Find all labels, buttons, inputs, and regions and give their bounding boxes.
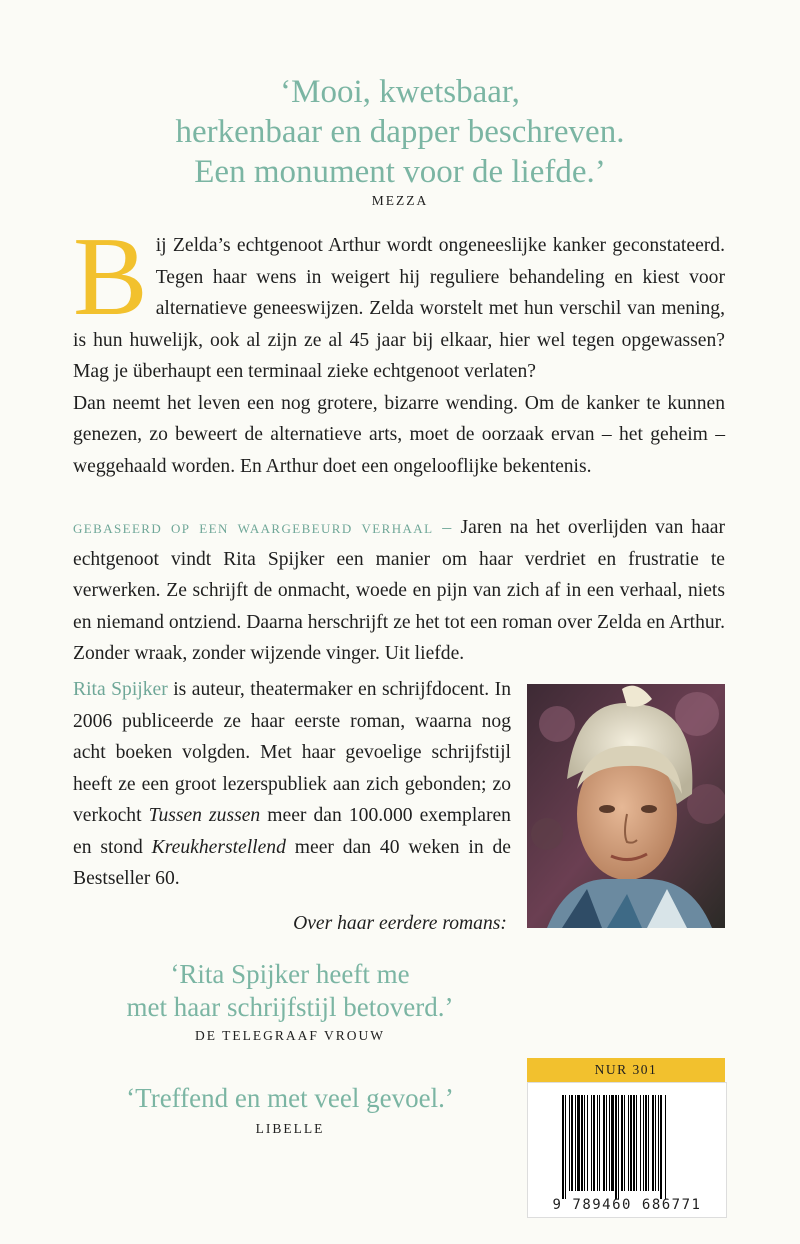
- barcode-bar: [577, 1095, 580, 1191]
- barcode-bar: [633, 1095, 635, 1191]
- quote-libelle-line: ‘Treffend en met veel gevoel.’: [126, 1083, 454, 1113]
- book-title-kreukherstellend: Kreukherstellend: [151, 836, 286, 858]
- barcode-bar: [606, 1095, 607, 1191]
- blurb-paragraph-1-text: ij Zelda’s echtgenoot Arthur wordt ongeneeslijke kanker geconstateerd. Tegen haar wens in weigert hij reguliere behandeling en kiest voor alternatieve geneeswijzen. Zelda worstelt met hun verschil van mening, is hun huwelijk, ook al zijn ze al 45 jaar bij elkaar, hier wel tegen opgewassen? Mag je überhaupt een terminaal zieke echtgenoot verlaten?: [73, 235, 725, 382]
- barcode-bar: [665, 1095, 666, 1199]
- barcode-bar: [615, 1095, 617, 1199]
- author-name: Rita Spijker: [73, 679, 168, 700]
- blurb: [73, 215, 725, 482]
- top-quote-line: herkenbaar en dapper beschreven.: [175, 114, 625, 150]
- top-quote-line: ‘Mooi, kwetsbaar,: [280, 74, 520, 110]
- quote-telegraaf-line: met haar schrijfstijl betoverd.’: [126, 992, 454, 1022]
- barcode-bar: [648, 1095, 649, 1191]
- barcode-bar: [624, 1095, 625, 1191]
- barcode-bar: [571, 1095, 573, 1191]
- true-story-text: Jaren na het overlijden van haar echtgenoot vindt Rita Spijker een manier om haar verdriet en frustratie te verwerken. Ze schrijft de onmacht, woede en pijn van zich af in een verhaal, niets en niemand ontziend. Daarna herschrijft ze het tot een roman over Zelda en Arthur. Zonder wraak, zonder wijzende vinger. Uit liefde.: [73, 517, 725, 664]
- barcode-bar: [655, 1095, 656, 1191]
- barcode-bar: [660, 1095, 662, 1199]
- earlier-novels-heading: Over haar eerdere romans:: [293, 913, 507, 934]
- barcode-bar: [599, 1095, 600, 1191]
- blurb-paragraph-1: [73, 215, 725, 388]
- isbn-barcode: [527, 1082, 727, 1218]
- isbn-number: 9 789460 686771: [552, 1197, 702, 1213]
- quote-telegraaf-source: DE TELEGRAAF VROUW: [195, 1028, 385, 1043]
- true-story-paragraph: [73, 512, 725, 670]
- barcode-bar: [591, 1095, 592, 1191]
- book-title-tussen-zussen: Tussen zussen: [148, 805, 261, 826]
- barcode-bar: [621, 1095, 623, 1191]
- nur-code: NUR 301: [527, 1058, 725, 1082]
- blurb-paragraph-2: Dan neemt het leven een nog grotere, bizarre wending. Om de kanker te kunnen genezen, zo beweert de alternatieve arts, moet de oorzaak ervan – het geheim – weggehaald worden. En Arthur doet een ongelooflijke bekentenis.: [73, 392, 725, 477]
- barcode-bar: [630, 1095, 632, 1191]
- barcode-bar: [618, 1095, 619, 1199]
- barcode-bar: [569, 1095, 570, 1191]
- quote-telegraaf: [0, 958, 580, 1024]
- author-photo: [527, 684, 725, 928]
- author-bio: [73, 674, 511, 895]
- barcode-bar: [643, 1095, 644, 1191]
- barcode-bars: [528, 1087, 726, 1199]
- barcode-bar: [587, 1095, 588, 1191]
- barcode-bar: [636, 1095, 637, 1191]
- barcode-bar: [565, 1095, 566, 1199]
- barcode-bar: [628, 1095, 629, 1191]
- top-quote: [0, 72, 800, 192]
- barcode-bar: [658, 1095, 659, 1191]
- true-story-label: gebaseerd op een waargebeurd verhaal –: [73, 517, 453, 537]
- barcode-bar: [645, 1095, 647, 1191]
- barcode-bar: [609, 1095, 610, 1191]
- bio-text-b: meer dan 100.000 exemplaren en stond: [73, 805, 511, 858]
- barcode-bar: [603, 1095, 605, 1191]
- top-quote-source: MEZZA: [371, 193, 429, 208]
- barcode-bar: [575, 1095, 576, 1191]
- barcode-bar: [562, 1095, 564, 1199]
- quote-libelle: [0, 1082, 580, 1115]
- bio-text-a: is auteur, theatermaker en schrijfdocent. In 2006 publiceerde ze haar eerste roman, waarna nog acht boeken volgden. Met haar gevoelige schrijfstijl heeft ze een groot lezerspubliek aan zich gebonden; zo verkocht: [73, 679, 511, 826]
- barcode-bar: [640, 1095, 641, 1191]
- barcode-bar: [652, 1095, 654, 1191]
- dropcap: B: [73, 215, 148, 339]
- barcode-bar: [584, 1095, 585, 1191]
- barcode-bar: [597, 1095, 598, 1191]
- barcode-bar: [593, 1095, 595, 1191]
- quote-libelle-source: LIBELLE: [255, 1121, 325, 1136]
- bio-text-c: meer dan 40 weken in de Bestseller 60.: [73, 836, 511, 889]
- top-quote-line: Een monument voor de liefde.’: [194, 154, 606, 190]
- barcode-bar: [581, 1095, 583, 1191]
- quote-telegraaf-line: ‘Rita Spijker heeft me: [170, 959, 410, 989]
- barcode-bar: [611, 1095, 614, 1191]
